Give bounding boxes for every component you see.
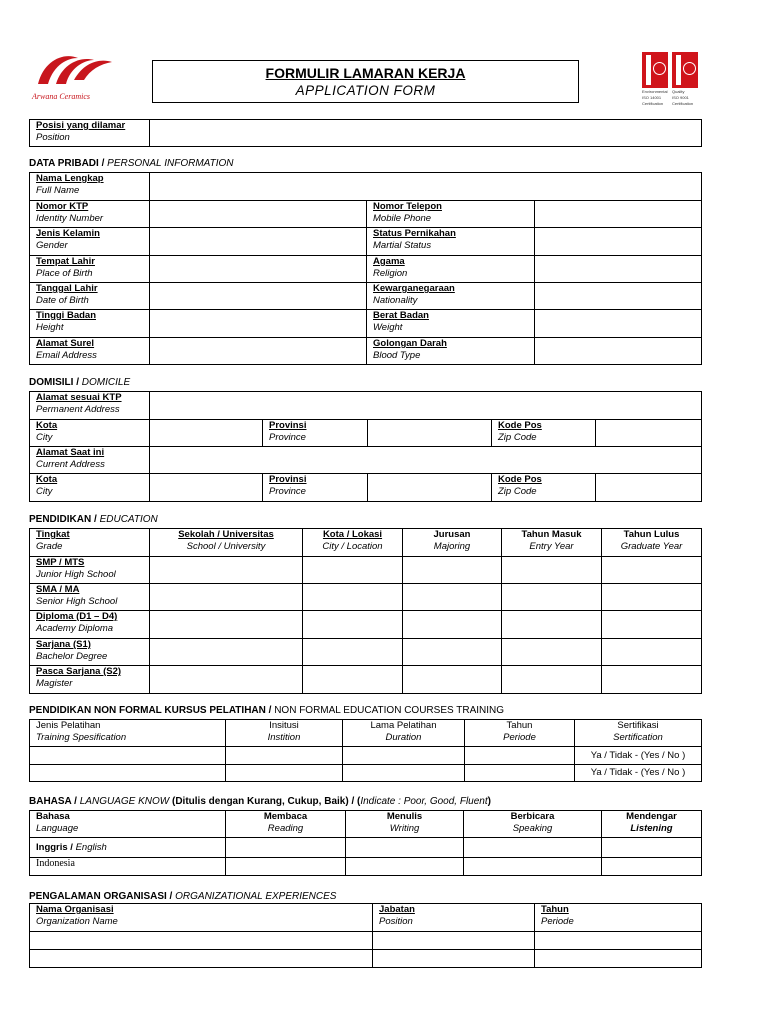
col-header: Tahun Masuk Entry Year: [502, 529, 602, 557]
table-row: [30, 838, 702, 858]
table-row: [30, 639, 702, 666]
iso-14001-badge: [642, 52, 668, 108]
form-title: FORMULIR LAMARAN KERJA: [265, 65, 466, 81]
col-header: Insitusi Instition: [226, 720, 343, 747]
col-header: Bahasa Language: [30, 811, 226, 838]
table-cell-input[interactable]: [303, 666, 403, 694]
table-row: [30, 666, 702, 694]
table-row: [30, 747, 702, 765]
cert-text-1: Quality: [672, 89, 685, 94]
current-address-label: Alamat Saat ini Current Address: [30, 447, 150, 474]
col-header: Tingkat Grade: [30, 529, 150, 557]
table-cell-input[interactable]: [30, 932, 373, 950]
table-cell-input[interactable]: [303, 584, 403, 611]
cert-text-2: ISO 14001: [642, 95, 662, 100]
city-label: Kota City: [30, 474, 150, 502]
table-cell-input[interactable]: [602, 584, 702, 611]
education-level: SMA / MA Senior High School: [30, 584, 150, 611]
col-header: Tahun Periode: [535, 904, 702, 932]
personal-table: [29, 172, 702, 365]
cert-text-3: Certification: [642, 101, 664, 106]
field-label: Nomor KTP Identity Number: [30, 201, 150, 228]
organization-section-title: PENGALAMAN ORGANISASI / ORGANIZATIONAL EXPERIENCES: [29, 891, 337, 902]
province-input[interactable]: [368, 474, 492, 502]
col-header: Lama Pelatihan Duration: [343, 720, 465, 747]
table-cell-input[interactable]: [303, 557, 403, 584]
arwana-logo-icon: [34, 50, 114, 90]
table-cell-input[interactable]: [30, 765, 226, 782]
col-header: Sertifikasi Sertification: [575, 720, 702, 747]
city-input[interactable]: [150, 474, 263, 502]
zip-label: Kode Pos Zip Code: [492, 474, 596, 502]
table-cell-input[interactable]: [303, 639, 403, 666]
education-section-title: PENDIDIKAN / EDUCATION: [29, 514, 158, 525]
table-cell-input[interactable]: [343, 747, 465, 765]
table-cell-input[interactable]: [226, 858, 346, 876]
form-subtitle: APPLICATION FORM: [295, 83, 436, 98]
yes-no-option[interactable]: Ya / Tidak - (Yes / No ): [575, 765, 702, 782]
iso-9001-badge: [672, 52, 698, 108]
col-header: Tahun Periode: [465, 720, 575, 747]
full-name-label: Nama Lengkap Full Name: [30, 173, 150, 201]
field-label: Jenis Kelamin Gender: [30, 228, 150, 256]
training-table: [29, 719, 702, 782]
blood-type-input[interactable]: [535, 338, 702, 365]
table-cell-input[interactable]: [602, 858, 702, 876]
education-table: [29, 528, 702, 694]
table-cell-input[interactable]: [602, 666, 702, 694]
province-label: Provinsi Province: [263, 474, 368, 502]
organization-table: [29, 903, 702, 968]
table-cell-input[interactable]: [346, 838, 464, 858]
marital-status-input[interactable]: [535, 228, 702, 256]
table-row: [30, 765, 702, 782]
table-cell-input[interactable]: [226, 747, 343, 765]
table-cell-input[interactable]: [502, 639, 602, 666]
col-header: Membaca Reading: [226, 811, 346, 838]
field-label: Tanggal Lahir Date of Birth: [30, 283, 150, 310]
gender-input[interactable]: [150, 228, 367, 256]
table-cell-input[interactable]: [30, 950, 373, 968]
position-input[interactable]: [150, 120, 702, 147]
table-cell-input[interactable]: [502, 611, 602, 639]
position-label: Posisi yang dilamar Position: [30, 120, 150, 147]
table-cell-input[interactable]: [502, 666, 602, 694]
table-cell-input[interactable]: [403, 557, 502, 584]
cert-text-1: Environmental: [642, 89, 668, 94]
permanent-address-label: Alamat sesuai KTP Permanent Address: [30, 392, 150, 420]
table-cell-input[interactable]: [150, 611, 303, 639]
field-label: Agama Religion: [367, 256, 535, 283]
table-row: [30, 858, 702, 876]
table-cell-input[interactable]: [403, 639, 502, 666]
email-input[interactable]: [150, 338, 367, 365]
field-label: Berat Badan Weight: [367, 310, 535, 338]
field-label: Nomor Telepon Mobile Phone: [367, 201, 535, 228]
education-level: Pasca Sarjana (S2) Magister: [30, 666, 150, 694]
position-table: [29, 119, 702, 147]
table-row: [30, 932, 702, 950]
table-cell-input[interactable]: [303, 611, 403, 639]
col-header: Nama Organisasi Organization Name: [30, 904, 373, 932]
table-cell-input[interactable]: [602, 611, 702, 639]
personal-section-title: DATA PRIBADI / PERSONAL INFORMATION: [29, 158, 234, 169]
cert-text-3: Certification: [672, 101, 694, 106]
col-header: Jurusan Majoring: [403, 529, 502, 557]
table-cell-input[interactable]: [464, 858, 602, 876]
table-row: [30, 950, 702, 968]
col-header: Berbicara Speaking: [464, 811, 602, 838]
table-cell-input[interactable]: [373, 932, 535, 950]
full-name-input[interactable]: [150, 173, 702, 201]
table-cell-input[interactable]: [226, 838, 346, 858]
date-of-birth-input[interactable]: [150, 283, 367, 310]
table-row: [30, 584, 702, 611]
table-row: [30, 611, 702, 639]
table-cell-input[interactable]: [403, 666, 502, 694]
domicile-table: [29, 391, 702, 502]
company-logo: [28, 50, 128, 106]
mobile-phone-input[interactable]: [535, 201, 702, 228]
table-cell-input[interactable]: [346, 858, 464, 876]
form-title-box: [152, 60, 579, 103]
domicile-section-title: DOMISILI / DOMICILE: [29, 377, 131, 388]
city-label: Kota City: [30, 420, 150, 447]
education-level: SMP / MTS Junior High School: [30, 557, 150, 584]
field-label: Alamat Surel Email Address: [30, 338, 150, 365]
language-name: Inggris / English: [30, 838, 226, 858]
table-cell-input[interactable]: [150, 557, 303, 584]
col-header: Jabatan Position: [373, 904, 535, 932]
nationality-input[interactable]: [535, 283, 702, 310]
height-input[interactable]: [150, 310, 367, 338]
table-cell-input[interactable]: [535, 932, 702, 950]
table-cell-input[interactable]: [30, 747, 226, 765]
table-row: [30, 557, 702, 584]
identity-number-input[interactable]: [150, 201, 367, 228]
table-cell-input[interactable]: [502, 557, 602, 584]
zip-input[interactable]: [596, 474, 702, 502]
col-header: Sekolah / Universitas School / University: [150, 529, 303, 557]
table-cell-input[interactable]: [602, 838, 702, 858]
cert-text-2: ISO 9001: [672, 95, 689, 100]
col-header: Mendengar Listening: [602, 811, 702, 838]
city-input[interactable]: [150, 420, 263, 447]
table-cell-input[interactable]: [150, 584, 303, 611]
table-cell-input[interactable]: [502, 584, 602, 611]
field-label: Status Pernikahan Martial Status: [367, 228, 535, 256]
table-cell-input[interactable]: [602, 639, 702, 666]
table-cell-input[interactable]: [343, 765, 465, 782]
table-cell-input[interactable]: [373, 950, 535, 968]
table-cell-input[interactable]: [150, 666, 303, 694]
language-section-title: BAHASA / LANGUAGE KNOW (Ditulis dengan Kurang, Cukup, Baik) / (Indicate : Poor, Good, Fluent): [29, 796, 491, 807]
table-cell-input[interactable]: [150, 639, 303, 666]
table-cell-input[interactable]: [226, 765, 343, 782]
table-cell-input[interactable]: [465, 747, 575, 765]
table-cell-input[interactable]: [403, 584, 502, 611]
certification-mark-icon: [642, 52, 668, 88]
table-cell-input[interactable]: [602, 557, 702, 584]
place-of-birth-input[interactable]: [150, 256, 367, 283]
training-section-title: PENDIDIKAN NON FORMAL KURSUS PELATIHAN / NON FORMAL EDUCATION COURSES TRAINING: [29, 705, 505, 716]
province-label: Provinsi Province: [263, 420, 368, 447]
religion-input[interactable]: [535, 256, 702, 283]
field-label: Tinggi Badan Height: [30, 310, 150, 338]
current-address-input[interactable]: [150, 447, 702, 474]
education-level: Diploma (D1 – D4) Academy Diploma: [30, 611, 150, 639]
language-table: [29, 810, 702, 876]
permanent-address-input[interactable]: [150, 392, 702, 420]
table-cell-input[interactable]: [535, 950, 702, 968]
field-label: Golongan Darah Blood Type: [367, 338, 535, 365]
province-input[interactable]: [368, 420, 492, 447]
col-header: Kota / Lokasi City / Location: [303, 529, 403, 557]
certification-mark-icon: [672, 52, 698, 88]
col-header: Menulis Writing: [346, 811, 464, 838]
zip-input[interactable]: [596, 420, 702, 447]
education-level: Sarjana (S1) Bachelor Degree: [30, 639, 150, 666]
language-name: Indonesia: [30, 858, 226, 876]
table-cell-input[interactable]: [465, 765, 575, 782]
field-label: Kewarganegaraan Nationality: [367, 283, 535, 310]
table-cell-input[interactable]: [464, 838, 602, 858]
weight-input[interactable]: [535, 310, 702, 338]
col-header: Jenis Pelatihan Training Spesification: [30, 720, 226, 747]
field-label: Tempat Lahir Place of Birth: [30, 256, 150, 283]
zip-label: Kode Pos Zip Code: [492, 420, 596, 447]
table-cell-input[interactable]: [403, 611, 502, 639]
brand-name: Arwana Ceramics: [32, 92, 90, 101]
yes-no-option[interactable]: Ya / Tidak - (Yes / No ): [575, 747, 702, 765]
col-header: Tahun Lulus Graduate Year: [602, 529, 702, 557]
